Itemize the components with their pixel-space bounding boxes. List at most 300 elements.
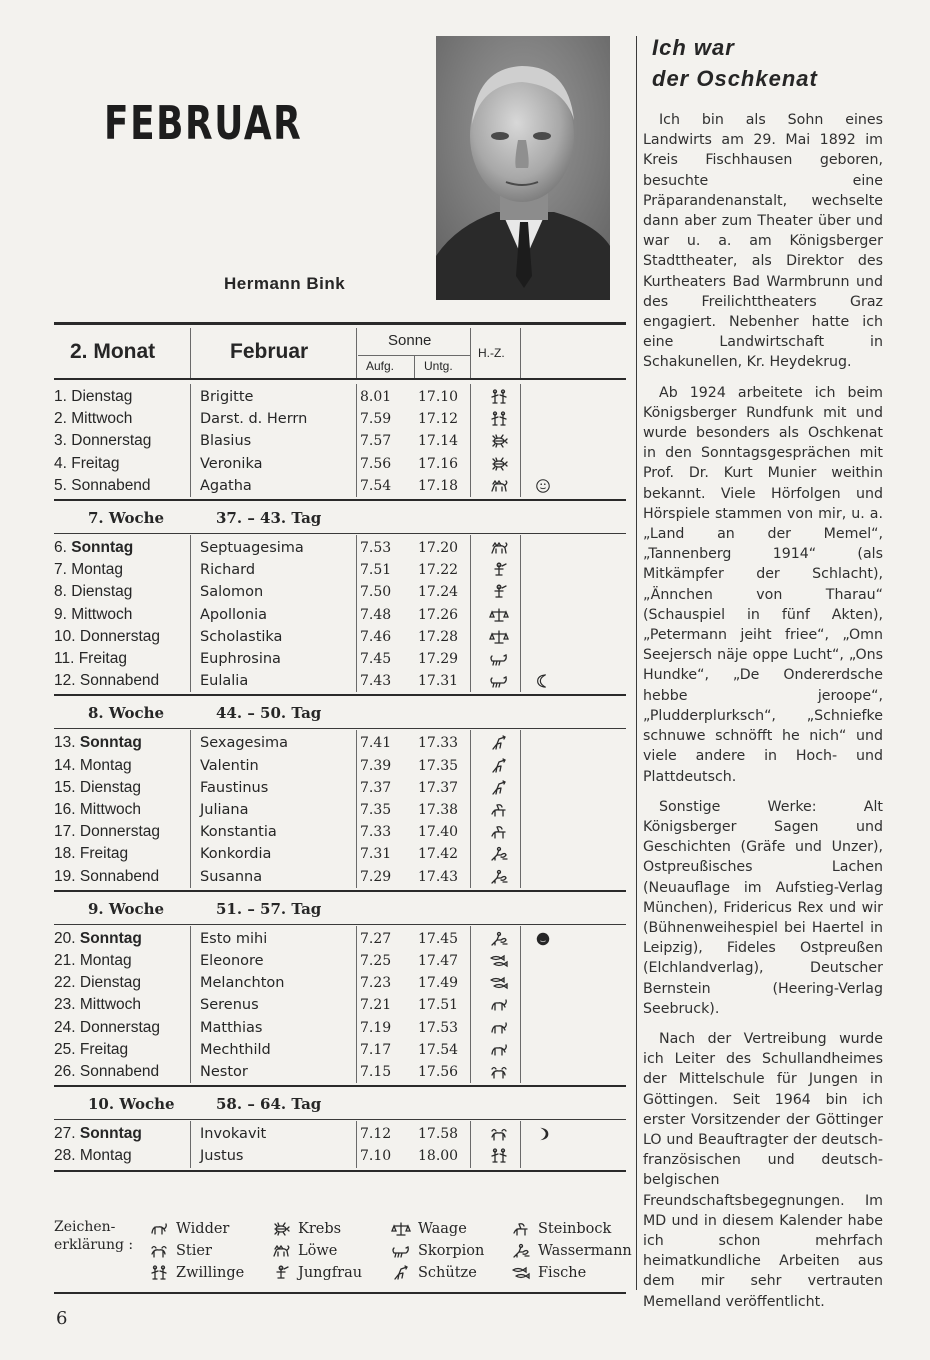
week-group-rule — [54, 499, 626, 501]
saint-name: Richard — [200, 562, 256, 579]
sunset-time: 18.00 — [418, 1148, 459, 1165]
zodiac-cell — [482, 1017, 516, 1039]
column-header-sun: Sonne — [388, 332, 432, 349]
day-number: 3. — [54, 432, 67, 450]
day-row — [54, 1145, 594, 1167]
day-label — [54, 453, 188, 475]
column-divider-line — [190, 730, 191, 887]
zodiac-cell — [482, 648, 516, 670]
fische-zodiac-icon — [511, 1265, 531, 1281]
day-label — [54, 755, 188, 777]
legend-symbol — [268, 1262, 294, 1284]
day-label — [54, 732, 188, 754]
day-label — [54, 386, 188, 408]
sunrise-time: 7.51 — [360, 562, 392, 579]
legend-symbol — [268, 1218, 294, 1240]
legend-label: Widder — [176, 1221, 230, 1237]
weekday: Montag — [71, 561, 123, 579]
portrait-caption: Hermann Bink — [224, 274, 346, 293]
saint-name: Euphrosina — [200, 651, 281, 667]
krebs-zodiac-icon — [489, 433, 509, 449]
sunset-time: 17.49 — [418, 975, 459, 992]
saint-name: Eleonore — [200, 953, 264, 969]
week-group-rule — [54, 694, 626, 696]
day-row — [54, 843, 594, 865]
legend-item-wassermann — [508, 1240, 632, 1262]
day-number: 15. — [54, 778, 76, 796]
saint-name: Salomon — [200, 584, 264, 601]
saint-name: Invokavit — [200, 1126, 267, 1143]
legend-title — [54, 1218, 134, 1254]
jungfrau-zodiac-icon — [271, 1265, 291, 1281]
sunset-time: 17.10 — [418, 389, 459, 405]
legend-item-jungfrau — [268, 1262, 362, 1284]
sunrise-time: 7.48 — [360, 606, 392, 623]
zodiac-cell — [482, 994, 516, 1016]
stier-zodiac-icon — [489, 1064, 509, 1080]
header-divider-line — [356, 328, 357, 378]
last-moon-icon — [533, 673, 553, 689]
day-label — [54, 1145, 188, 1167]
sunset-time: 17.47 — [418, 953, 459, 969]
sunrise-time: 7.45 — [360, 651, 392, 667]
weekday-sunday: Sonntag — [79, 734, 142, 752]
schuetze-zodiac-icon — [489, 780, 509, 796]
day-number: 4. — [54, 454, 67, 472]
zodiac-cell — [482, 777, 516, 799]
day-row — [54, 821, 594, 843]
sunrise-time: 7.57 — [360, 433, 392, 450]
header-divider-line — [414, 356, 415, 378]
sunset-time: 17.12 — [418, 411, 459, 428]
sunrise-time: 7.21 — [360, 997, 392, 1014]
sunrise-time: 8.01 — [360, 389, 392, 405]
sunrise-time: 7.56 — [360, 455, 392, 472]
weekday: Donnerstag — [79, 823, 161, 841]
steinbock-zodiac-icon — [511, 1221, 531, 1237]
zwillinge-zodiac-icon — [149, 1265, 169, 1281]
sunset-time: 17.14 — [418, 433, 459, 450]
sunset-time: 17.54 — [418, 1041, 459, 1058]
sunrise-time: 7.12 — [360, 1126, 392, 1143]
zwillinge-zodiac-icon — [489, 1148, 509, 1164]
sunrise-time: 7.23 — [360, 975, 392, 992]
sunset-time: 17.43 — [418, 868, 459, 885]
day-row — [54, 604, 594, 626]
weekday: Donnerstag — [71, 432, 152, 450]
new-moon-icon — [533, 931, 553, 947]
article-paragraph: Nach der Vertreibung wurde ich Leiter des Schullandheimes der Mittelschule für Jungen in Göttingen. Seit 1964 bin ich erster Vorsitzender der Göttinger LO und Beauftragter der deutsch-französischen und deutsch-belgischen Freundschaftsbegegnungen. Im MD und in diesem Kalender habe ich schon mehrfach heimatkundliche Arbeiten aus dem mir sehr vertrauten Memelland veröffentlicht. — [643, 1030, 883, 1310]
widder-zodiac-icon — [489, 1042, 509, 1058]
legend-symbol — [146, 1262, 172, 1284]
legend-label: Schütze — [418, 1265, 477, 1281]
sunset-time: 17.53 — [418, 1019, 459, 1036]
article-paragraph: Ich bin als Sohn eines Landwirts am 29. Mai 1892 im Kreis Fischhausen geboren, besuchte eine Präparandenanstalt, wechselte dann aber zum Theater über und war u. a. am Königsberger Stadttheater, als Direktor des Kurtheaters Bad Warmbrunn und des Freilichttheaters Graz engagiert. Nebenher hatte ich eine Landwirtschaft in Schakunellen, Kr. Heydekrug. — [643, 112, 883, 371]
day-number: 27. — [54, 1125, 76, 1143]
waage-zodiac-icon — [489, 607, 509, 623]
weekday: Freitag — [71, 454, 120, 472]
day-row — [54, 1039, 594, 1061]
legend-item-skorpion — [388, 1240, 484, 1262]
day-number: 26. — [54, 1063, 76, 1080]
full-moon-icon — [533, 478, 553, 494]
legend-item-krebs — [268, 1218, 341, 1240]
zodiac-cell — [482, 866, 516, 888]
legend-label: Stier — [176, 1243, 212, 1259]
krebs-zodiac-icon — [489, 456, 509, 472]
column-divider-line — [520, 1121, 521, 1167]
sunset-time: 17.37 — [418, 779, 459, 796]
saint-name: Serenus — [200, 997, 259, 1014]
krebs-zodiac-icon — [271, 1221, 291, 1237]
legend-title-line2: erklärung : — [54, 1237, 134, 1253]
wassermann-zodiac-icon — [489, 869, 509, 885]
sunset-time: 17.26 — [418, 606, 459, 623]
weekday: Donnerstag — [79, 1018, 161, 1036]
article-title-line1: Ich war — [652, 35, 735, 60]
saint-name: Konstantia — [200, 824, 277, 841]
zodiac-cell — [482, 1039, 516, 1061]
sunrise-time: 7.53 — [360, 540, 392, 556]
legend-title-line1: Zeichen- — [54, 1219, 116, 1235]
legend-item-stier — [146, 1240, 212, 1262]
weekday: Mittwoch — [71, 605, 133, 623]
day-number: 6. — [54, 539, 67, 556]
day-number: 2. — [54, 410, 67, 428]
schuetze-zodiac-icon — [489, 735, 509, 751]
legend-symbol — [146, 1218, 172, 1240]
sunset-time: 17.51 — [418, 997, 459, 1014]
weekday: Montag — [79, 756, 132, 774]
zodiac-cell — [482, 950, 516, 972]
sunrise-time: 7.25 — [360, 953, 392, 969]
day-label — [54, 843, 188, 865]
day-label — [54, 537, 188, 559]
waage-zodiac-icon — [489, 629, 509, 645]
day-number: 1. — [54, 388, 67, 405]
day-label — [54, 559, 188, 581]
column-divider-line — [520, 384, 521, 497]
week-number: 10. Woche — [88, 1095, 175, 1114]
loewe-zodiac-icon — [489, 540, 509, 556]
saint-name: Veronika — [200, 455, 263, 472]
saint-name: Susanna — [200, 868, 263, 885]
saint-name: Konkordia — [200, 846, 272, 863]
column-divider-line — [190, 535, 191, 692]
saint-name: Sexagesima — [200, 735, 289, 752]
weekday: Sonnabend — [71, 476, 151, 494]
weekday: Donnerstag — [79, 627, 161, 645]
weekday: Sonnabend — [79, 867, 160, 885]
day-label — [54, 475, 188, 497]
article-paragraph: Sonstige Werke: Alt Königsberger Sagen und Geschichten (Gräfe und Unzer), Ostpreußisches Lachen (Neuauflage im Aufstieg-Verlag München), Fridericus Rex und wir (Bühnenweihespiel bei Haertel in Leipzig), Fideles Ostpreußen (Elchlandverlag), Deutscher Bernstein (Heering-Verlag Seebruck). — [643, 798, 883, 1017]
zodiac-cell — [482, 626, 516, 648]
day-row — [54, 559, 594, 581]
day-label — [54, 994, 188, 1016]
week-number: 8. Woche — [88, 704, 165, 723]
column-header-sunset: Untg. — [424, 359, 453, 373]
day-number: 21. — [54, 952, 76, 969]
day-number: 10. — [54, 627, 76, 645]
day-row — [54, 1017, 594, 1039]
day-row — [54, 928, 594, 950]
column-divider-line — [190, 926, 191, 1083]
legend-item-fische — [508, 1262, 586, 1284]
zodiac-cell — [482, 1123, 516, 1145]
sunrise-time: 7.50 — [360, 584, 392, 601]
saint-name: Blasius — [200, 433, 252, 450]
legend-label: Krebs — [298, 1221, 342, 1237]
day-row — [54, 453, 594, 475]
day-row — [54, 386, 594, 408]
day-label — [54, 626, 188, 648]
moon-phase-cell — [530, 928, 556, 950]
sunrise-time: 7.33 — [360, 824, 392, 841]
day-label — [54, 821, 188, 843]
zodiac-cell — [482, 821, 516, 843]
weekday: Dienstag — [79, 778, 142, 796]
day-number: 16. — [54, 801, 76, 818]
sunrise-time: 7.43 — [360, 673, 392, 690]
day-number: 5. — [54, 476, 67, 494]
day-label — [54, 648, 188, 670]
day-number: 18. — [54, 845, 76, 863]
widder-zodiac-icon — [489, 997, 509, 1013]
zodiac-cell — [482, 408, 516, 430]
weekday: Freitag — [78, 650, 127, 667]
week-day-range: 37. – 43. Tag — [216, 509, 322, 527]
sunset-time: 17.29 — [418, 651, 459, 667]
moon-phase-cell — [530, 670, 556, 692]
sunrise-time: 7.10 — [360, 1148, 392, 1165]
sunrise-time: 7.37 — [360, 779, 392, 796]
zodiac-cell — [482, 581, 516, 603]
column-divider-line — [356, 926, 357, 1083]
column-divider-line — [190, 1121, 191, 1167]
week-group-rule — [54, 890, 626, 892]
legend-symbol — [508, 1240, 534, 1262]
zodiac-cell — [482, 386, 516, 408]
day-number: 25. — [54, 1040, 76, 1058]
day-number: 7. — [54, 561, 67, 579]
day-row — [54, 626, 594, 648]
sunrise-time: 7.31 — [360, 846, 392, 863]
sunset-time: 17.40 — [418, 824, 459, 841]
column-divider — [636, 36, 637, 1290]
day-label — [54, 972, 188, 994]
week-number: 7. Woche — [88, 509, 165, 527]
steinbock-zodiac-icon — [489, 824, 509, 840]
day-label — [54, 928, 188, 950]
day-row — [54, 537, 594, 559]
widder-zodiac-icon — [149, 1221, 169, 1237]
moon-phase-cell — [530, 475, 556, 497]
legend-item-widder — [146, 1218, 229, 1240]
legend-label: Skorpion — [418, 1243, 485, 1259]
sunset-time: 17.33 — [418, 735, 459, 752]
zodiac-cell — [482, 430, 516, 452]
wassermann-zodiac-icon — [489, 846, 509, 862]
weekday: Freitag — [79, 1040, 129, 1058]
zwillinge-zodiac-icon — [489, 411, 509, 427]
sunrise-time: 7.54 — [360, 477, 392, 494]
saint-name: Agatha — [200, 477, 252, 494]
stier-zodiac-icon — [149, 1243, 169, 1259]
skorpion-zodiac-icon — [489, 673, 509, 689]
article-title-line2: der Oschkenat — [652, 66, 818, 91]
legend-symbol — [388, 1218, 414, 1240]
week-group-rule — [54, 1085, 626, 1087]
header-bottom-rule — [54, 378, 626, 380]
week-header-rule — [54, 924, 626, 925]
sunset-time: 17.20 — [418, 540, 459, 556]
week-header — [54, 894, 626, 924]
sunset-time: 17.45 — [418, 930, 459, 947]
week-group-rule — [54, 1170, 626, 1172]
fische-zodiac-icon — [489, 975, 509, 991]
day-number: 24. — [54, 1018, 76, 1036]
day-label — [54, 1039, 188, 1061]
day-number: 9. — [54, 605, 67, 623]
zodiac-cell — [482, 928, 516, 950]
column-divider-line — [470, 1121, 471, 1167]
zodiac-cell — [482, 1145, 516, 1167]
saint-name: Apollonia — [200, 606, 268, 623]
article-title — [652, 32, 912, 94]
day-row — [54, 1061, 594, 1083]
legend-label: Wassermann — [538, 1243, 632, 1259]
day-row — [54, 648, 594, 670]
sunset-time: 17.16 — [418, 455, 459, 472]
sunset-time: 17.58 — [418, 1126, 459, 1143]
legend-symbol — [388, 1240, 414, 1262]
zodiac-cell — [482, 453, 516, 475]
saint-name: Brigitte — [200, 389, 254, 405]
day-row — [54, 866, 594, 888]
day-number: 28. — [54, 1147, 76, 1165]
day-label — [54, 670, 188, 692]
table-top-rule — [54, 322, 626, 325]
sunset-time: 17.24 — [418, 584, 459, 601]
day-row — [54, 755, 594, 777]
day-number: 20. — [54, 929, 76, 947]
month-heading: FEBRUAR — [104, 96, 303, 150]
day-number: 14. — [54, 756, 76, 774]
saint-name: Valentin — [200, 757, 259, 774]
legend-label: Fische — [538, 1265, 587, 1281]
skorpion-zodiac-icon — [391, 1243, 411, 1259]
legend-item-schuetze — [388, 1262, 477, 1284]
weekday: Sonnabend — [79, 672, 160, 690]
zodiac-cell — [482, 475, 516, 497]
saint-name: Juliana — [200, 802, 249, 818]
jungfrau-zodiac-icon — [489, 584, 509, 600]
sunset-time: 17.18 — [418, 477, 459, 494]
day-label — [54, 777, 188, 799]
header-divider-line — [470, 328, 471, 378]
saint-name: Nestor — [200, 1064, 248, 1080]
sunset-time: 17.31 — [418, 673, 459, 690]
page-number: 6 — [56, 1308, 68, 1329]
column-divider-line — [356, 535, 357, 692]
saint-name: Justus — [200, 1148, 244, 1165]
column-header-zodiac: H.-Z. — [478, 346, 505, 360]
day-number: 17. — [54, 823, 76, 841]
day-number: 23. — [54, 996, 76, 1014]
day-label — [54, 866, 188, 888]
day-row — [54, 994, 594, 1016]
day-number: 22. — [54, 974, 76, 992]
moon-phase-cell — [530, 1123, 556, 1145]
legend-bottom-rule — [54, 1292, 626, 1294]
column-divider-line — [470, 926, 471, 1083]
zodiac-cell — [482, 755, 516, 777]
sunset-time: 17.42 — [418, 846, 459, 863]
wassermann-zodiac-icon — [511, 1243, 531, 1259]
zodiac-cell — [482, 732, 516, 754]
legend-item-zwillinge — [146, 1262, 244, 1284]
column-header-name: Februar — [230, 340, 309, 363]
day-number: 8. — [54, 583, 67, 601]
column-divider-line — [470, 730, 471, 887]
day-row — [54, 972, 594, 994]
sunrise-time: 7.46 — [360, 628, 392, 645]
schuetze-zodiac-icon — [391, 1265, 411, 1281]
sunrise-time: 7.27 — [360, 930, 392, 947]
day-label — [54, 1017, 188, 1039]
zodiac-cell — [482, 972, 516, 994]
sunrise-time: 7.59 — [360, 411, 392, 428]
day-row — [54, 950, 594, 972]
week-header — [54, 698, 626, 728]
sunset-time: 17.38 — [418, 802, 459, 818]
weekday-sunday: Sonntag — [79, 929, 142, 947]
saint-name: Melanchton — [200, 975, 285, 992]
day-label — [54, 1123, 188, 1145]
first-moon-icon — [533, 1126, 553, 1142]
zwillinge-zodiac-icon — [489, 389, 509, 405]
sunset-time: 17.28 — [418, 628, 459, 645]
weekday: Mittwoch — [79, 996, 142, 1014]
week-header-rule — [54, 1119, 626, 1120]
legend-label: Zwillinge — [176, 1265, 245, 1281]
header-divider-line — [190, 328, 191, 378]
schuetze-zodiac-icon — [489, 758, 509, 774]
legend-item-waage — [388, 1218, 467, 1240]
weekday: Mittwoch — [79, 801, 142, 818]
weekday: Dienstag — [71, 583, 133, 601]
steinbock-zodiac-icon — [489, 802, 509, 818]
loewe-zodiac-icon — [489, 478, 509, 494]
day-row — [54, 581, 594, 603]
week-day-range: 51. – 57. Tag — [216, 899, 322, 918]
day-row — [54, 408, 594, 430]
column-header-month: 2. Monat — [70, 340, 156, 363]
weekday: Dienstag — [79, 974, 142, 992]
day-row — [54, 670, 594, 692]
legend-item-steinbock — [508, 1218, 611, 1240]
day-row — [54, 430, 594, 452]
zodiac-cell — [482, 670, 516, 692]
sunrise-time: 7.15 — [360, 1064, 392, 1080]
day-row — [54, 1123, 594, 1145]
widder-zodiac-icon — [489, 1020, 509, 1036]
sunrise-time: 7.29 — [360, 868, 392, 885]
loewe-zodiac-icon — [271, 1243, 291, 1259]
legend-label: Waage — [418, 1221, 467, 1237]
column-header-sunrise: Aufg. — [366, 359, 395, 373]
zodiac-cell — [482, 559, 516, 581]
